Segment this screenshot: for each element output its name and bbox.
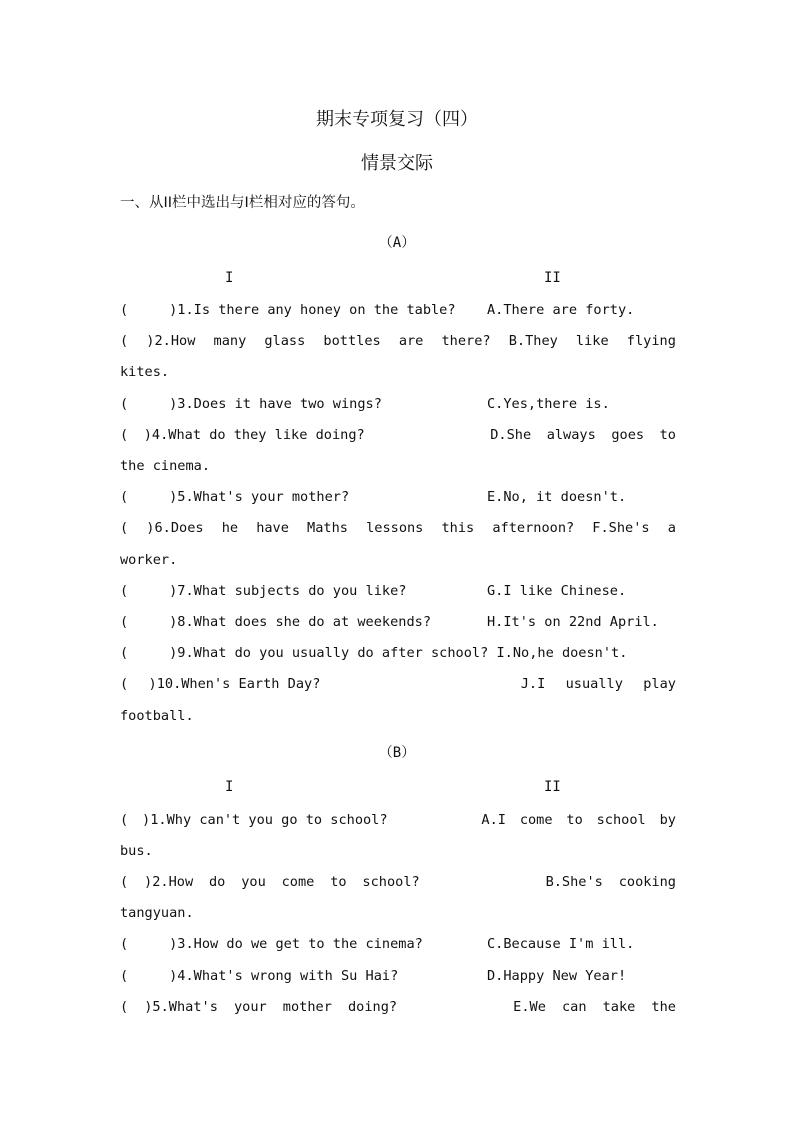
section-a-answer-c: C.Yes,there is. (487, 396, 610, 412)
word: B.They (508, 333, 558, 349)
word: school? (362, 874, 420, 890)
word: )10.When's Earth Day? (148, 676, 321, 692)
word: A.I (481, 812, 506, 828)
word: the (651, 999, 676, 1015)
section-a-answer-h: H.It's on 22nd April. (487, 614, 659, 630)
word: mother (282, 999, 332, 1015)
word: )5.What's (144, 999, 218, 1015)
word: this (441, 520, 475, 536)
word: flying (626, 333, 676, 349)
word: ( (120, 874, 129, 890)
word: bottles (323, 333, 381, 349)
section-b-label: （B） (378, 745, 416, 761)
section-b-question-1-line (120, 810, 676, 830)
word: glass (264, 333, 306, 349)
section-a-question-9: ( )9.What do you usually do after school? I.No,he doesn't. (120, 645, 628, 661)
word: many (213, 333, 247, 349)
section-a-label: （A） (378, 235, 416, 251)
section-b-question-1-continued: bus. (120, 843, 153, 859)
instruction: 一、从II栏中选出与I栏相对应的答句。 (120, 195, 365, 211)
word: ( (120, 999, 129, 1015)
word: afternoon? (492, 520, 575, 536)
word: Maths (307, 520, 348, 536)
word: ( (120, 427, 129, 443)
word: )4.What do they like doing? (143, 427, 365, 443)
section-a-question-5: ( )5.What's your mother? (120, 489, 350, 505)
section-a-question-4-continued: the cinema. (120, 458, 211, 474)
word: F.She's (592, 520, 650, 536)
word: are (398, 333, 424, 349)
word: you (241, 874, 266, 890)
word: always (546, 427, 596, 443)
word: )2.How (146, 333, 196, 349)
word: come (281, 874, 315, 890)
word: to (566, 812, 583, 828)
word: ( (120, 333, 129, 349)
word: lessons (366, 520, 424, 536)
section-a-question-10-continued: football. (120, 708, 194, 724)
word: like (575, 333, 609, 349)
section-a-col1-header: I (225, 270, 234, 286)
word: there? (441, 333, 491, 349)
section-a-answer-g: G.I like Chinese. (487, 583, 627, 599)
section-b-question-5-line (120, 997, 676, 1017)
word: )2.How (144, 874, 194, 890)
section-a-question-7: ( )7.What subjects do you like? (120, 583, 407, 599)
section-b-question-2-line (120, 872, 676, 892)
section-b-col1-header: I (225, 779, 234, 795)
word: can (561, 999, 587, 1015)
page-subtitle: 情景交际 (361, 153, 433, 174)
section-a-question-10-line (120, 674, 676, 694)
section-a-col2-header: II (544, 270, 561, 286)
word: have (256, 520, 289, 536)
section-a-answer-e: E.No, it doesn't. (487, 489, 627, 505)
section-a-question-2-continued: kites. (120, 364, 170, 380)
word: )1.Why can't you go to school? (142, 812, 388, 828)
section-b-question-4: ( )4.What's wrong with Su Hai? (120, 968, 399, 984)
word: ( (120, 676, 129, 692)
word: to (659, 427, 676, 443)
section-a-question-6-line (120, 518, 676, 538)
word: cooking (618, 874, 676, 890)
section-a-question-6-continued: worker. (120, 552, 178, 568)
word: school (596, 812, 646, 828)
section-a-question-2-line (120, 331, 676, 351)
word: J.I (520, 676, 546, 692)
section-b-question-2-continued: tangyuan. (120, 905, 194, 921)
word: doing? (347, 999, 398, 1015)
section-a-question-3: ( )3.Does it have two wings? (120, 396, 382, 412)
page-title: 期末专项复习（四） (316, 109, 478, 130)
word: by (659, 812, 676, 828)
section-b-question-3: ( )3.How do we get to the cinema? (120, 936, 423, 952)
section-b-answer-d: D.Happy New Year! (487, 968, 627, 984)
word: D.She (490, 427, 532, 443)
section-b-col2-header: II (544, 779, 561, 795)
word: goes (611, 427, 645, 443)
section-a-question-1: ( )1.Is there any honey on the table? (120, 302, 456, 318)
word: to (330, 874, 347, 890)
section-a-question-4-line (120, 425, 676, 445)
word: he (221, 520, 239, 536)
section-a-question-8: ( )8.What does she do at weekends? (120, 614, 431, 630)
word: )6.Does (146, 520, 204, 536)
word: play (643, 676, 676, 692)
word: a (667, 520, 676, 536)
word: E.We (513, 999, 546, 1015)
word: your (233, 999, 267, 1015)
word: ( (120, 812, 129, 828)
section-b-answer-c: C.Because I'm ill. (487, 936, 635, 952)
word: B.She's (545, 874, 603, 890)
word: come (519, 812, 553, 828)
word: take (602, 999, 636, 1015)
word: ( (120, 520, 129, 536)
section-a-answer-a: A.There are forty. (487, 302, 635, 318)
word: usually (565, 676, 623, 692)
word: do (208, 874, 226, 890)
